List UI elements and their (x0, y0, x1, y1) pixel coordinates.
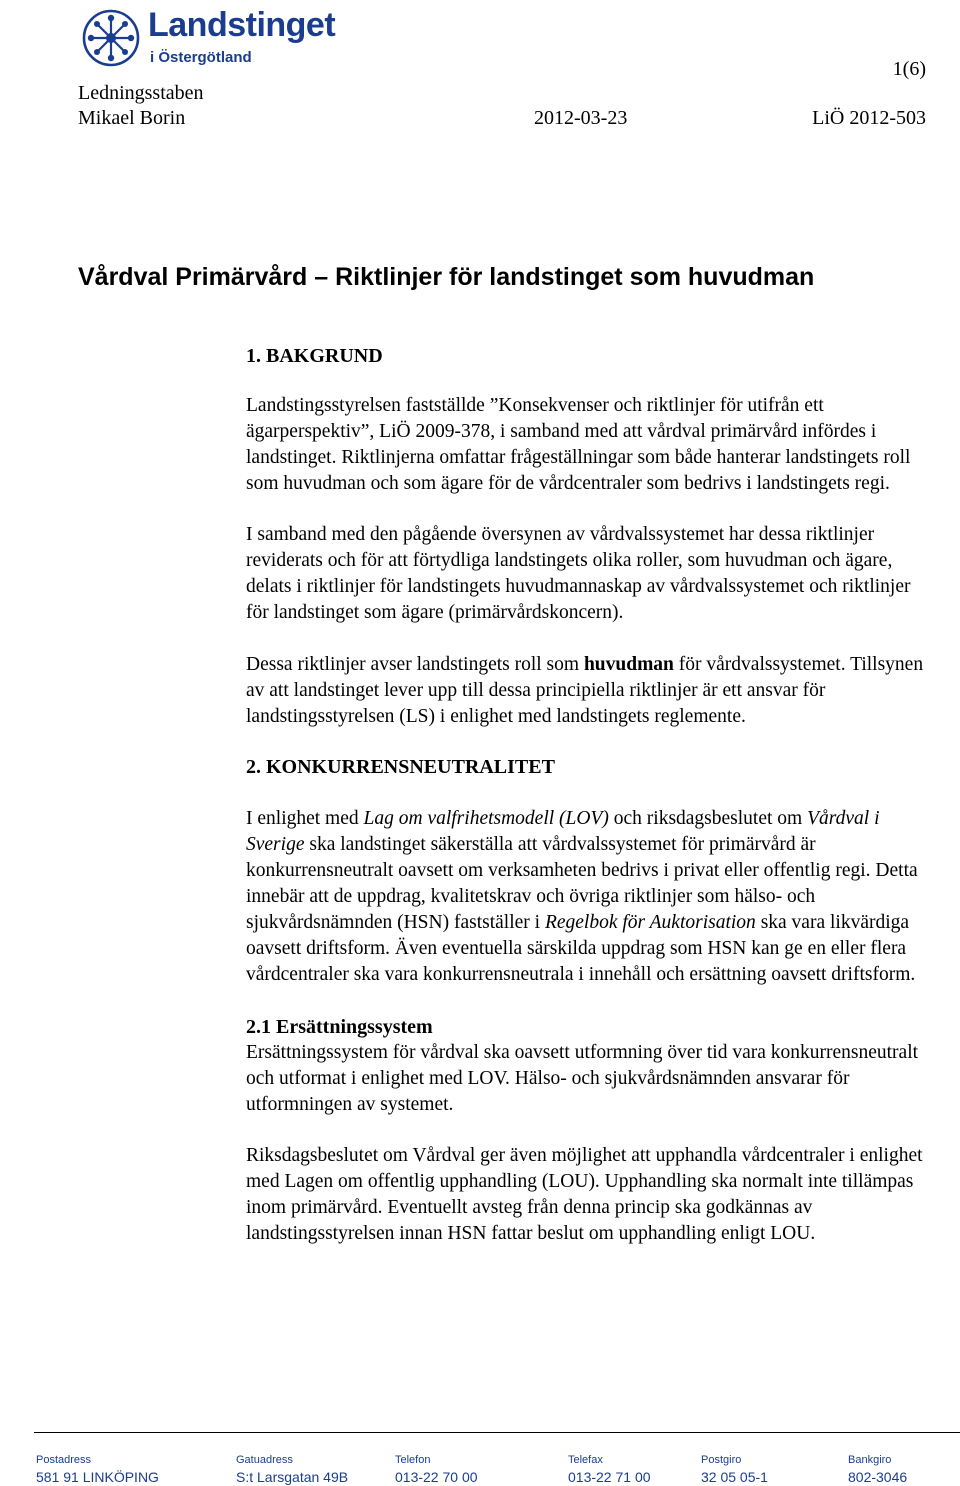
footer-label: Postadress (36, 1454, 92, 1466)
text-italic-regelbok: Regelbok för Auktorisation (544, 912, 756, 933)
paragraph-bakgrund-1: Landstingsstyrelsen fastställde ”Konsekvenser och riktlinjer för utifrån ett ägarperspektiv”, LiÖ 2009-378, i samband med att vårdval primärvård infördes i landstinget. Riktlinjerna omfattar frågeställningar som både hanterar landstingets roll som huvudman och som ägare för de vårdcentraler som bedrivs i landstingets regi. (246, 395, 911, 494)
paragraph-konkurrens-1 (246, 806, 936, 988)
section-heading-bakgrund: 1. BAKGRUND (246, 345, 383, 367)
text-run: ska vara likvärdiga oavsett driftsform. Även eventuella särskilda uppdrag som HSN kan ge en eller flera vårdcentraler ska vara konkurrensneutrala i innehåll och ersättning oavsett driftsform. (246, 912, 916, 985)
footer-label: Gatuadress (236, 1454, 293, 1466)
footer-value: 32 05 05-1 (701, 1469, 768, 1485)
footer-label: Postgiro (701, 1454, 742, 1466)
text-run: och riksdagsbeslutet om (608, 808, 808, 829)
text-italic-vardval: Vårdval i Sverige (246, 808, 880, 855)
paragraph-bakgrund-2: I samband med den pågående översynen av vårdvalssystemet har dessa riktlinjer reviderats och för att förtydliga landstingets olika roller, som huvudman och ägare, delats i riktlinjer för landstingets huvudmannaskap av vårdvalssystemet och riktlinjer för landstinget som ägare (primärvårdskoncern). (246, 524, 911, 623)
footer-label: Telefon (395, 1454, 431, 1466)
paragraph-ersattning-1: Ersättningssystem för vårdval ska oavsett utformning över tid vara konkurrensneutralt och utformat i enlighet med LOV. Hälso- och sjukvårdsnämnden ansvarar för utformningen av systemet. (246, 1042, 919, 1115)
footer-value: 013-22 71 00 (568, 1469, 651, 1485)
page-title: Vårdval Primärvård – Riktlinjer för landstinget som huvudman (78, 263, 815, 291)
paragraph-ersattning-2: Riksdagsbeslutet om Vårdval ger även möjlighet att upphandla vårdcentraler i enlighet med Lagen om offentlig upphandling (LOU). Upphandling ska normalt inte tillämpas inom primärvård. Eventuellt avsteg från denna princip ska godkännas av landstingsstyrelsen innan HSN fattar beslut om upphandling enligt LOU. (246, 1145, 923, 1244)
section-heading-ersattningssystem: 2.1 Ersättningssystem (246, 1016, 433, 1038)
footer-postgiro (701, 1453, 768, 1486)
document-body (246, 343, 936, 1247)
footer-telefax (568, 1453, 651, 1486)
text-run: för vårdvalssystemet. Tillsynen av att landstinget lever upp till dessa principiella riktlinjer är ett ansvar för landstingsstyrelsen (LS) i enlighet med landstingets reglemente. (246, 654, 924, 727)
footer-value: 581 91 LINKÖPING (36, 1469, 159, 1485)
text-run: ska landstinget säkerställa att vårdvalssystemet för primärvård är konkurrensneutralt oavsett om verksamheten bedrivs i privat eller offentlig regi. Detta innebär att de uppdrag, kvalitetskrav och övriga riktlinjer som hälso- och sjukvårdsnämnden (HSN) fastställer i (246, 834, 918, 933)
footer-gatuadress (236, 1453, 348, 1486)
logo-name: Landstinget (148, 6, 336, 44)
footer-label: Telefax (568, 1454, 603, 1466)
footer-value: 013-22 70 00 (395, 1469, 478, 1485)
author: Mikael Borin (78, 107, 186, 129)
document-date: 2012-03-23 (534, 107, 628, 129)
footer-label: Bankgiro (848, 1454, 892, 1466)
footer-value: S:t Larsgatan 49B (236, 1469, 349, 1485)
document-reference: LiÖ 2012-503 (812, 107, 926, 129)
section-heading-konkurrensneutralitet: 2. KONKURRENSNEUTRALITET (246, 756, 555, 778)
footer-value: 802-3046 (848, 1469, 908, 1485)
text-run: I enlighet med (246, 808, 364, 829)
footer-divider (34, 1432, 960, 1433)
paragraph-bakgrund-3 (246, 652, 936, 730)
text-run: Dessa riktlinjer avser landstingets roll som (246, 654, 584, 675)
text-bold-huvudman: huvudman (583, 654, 674, 675)
text-italic-lov: Lag om valfrihetsmodell (LOV) (363, 808, 609, 829)
footer-bankgiro (848, 1453, 907, 1486)
department: Ledningsstaben (78, 82, 204, 104)
footer-telefon (395, 1453, 478, 1486)
page-number: 1(6) (892, 58, 926, 80)
footer-postadress (36, 1453, 159, 1486)
logo-subtitle: i Östergötland (150, 49, 252, 66)
